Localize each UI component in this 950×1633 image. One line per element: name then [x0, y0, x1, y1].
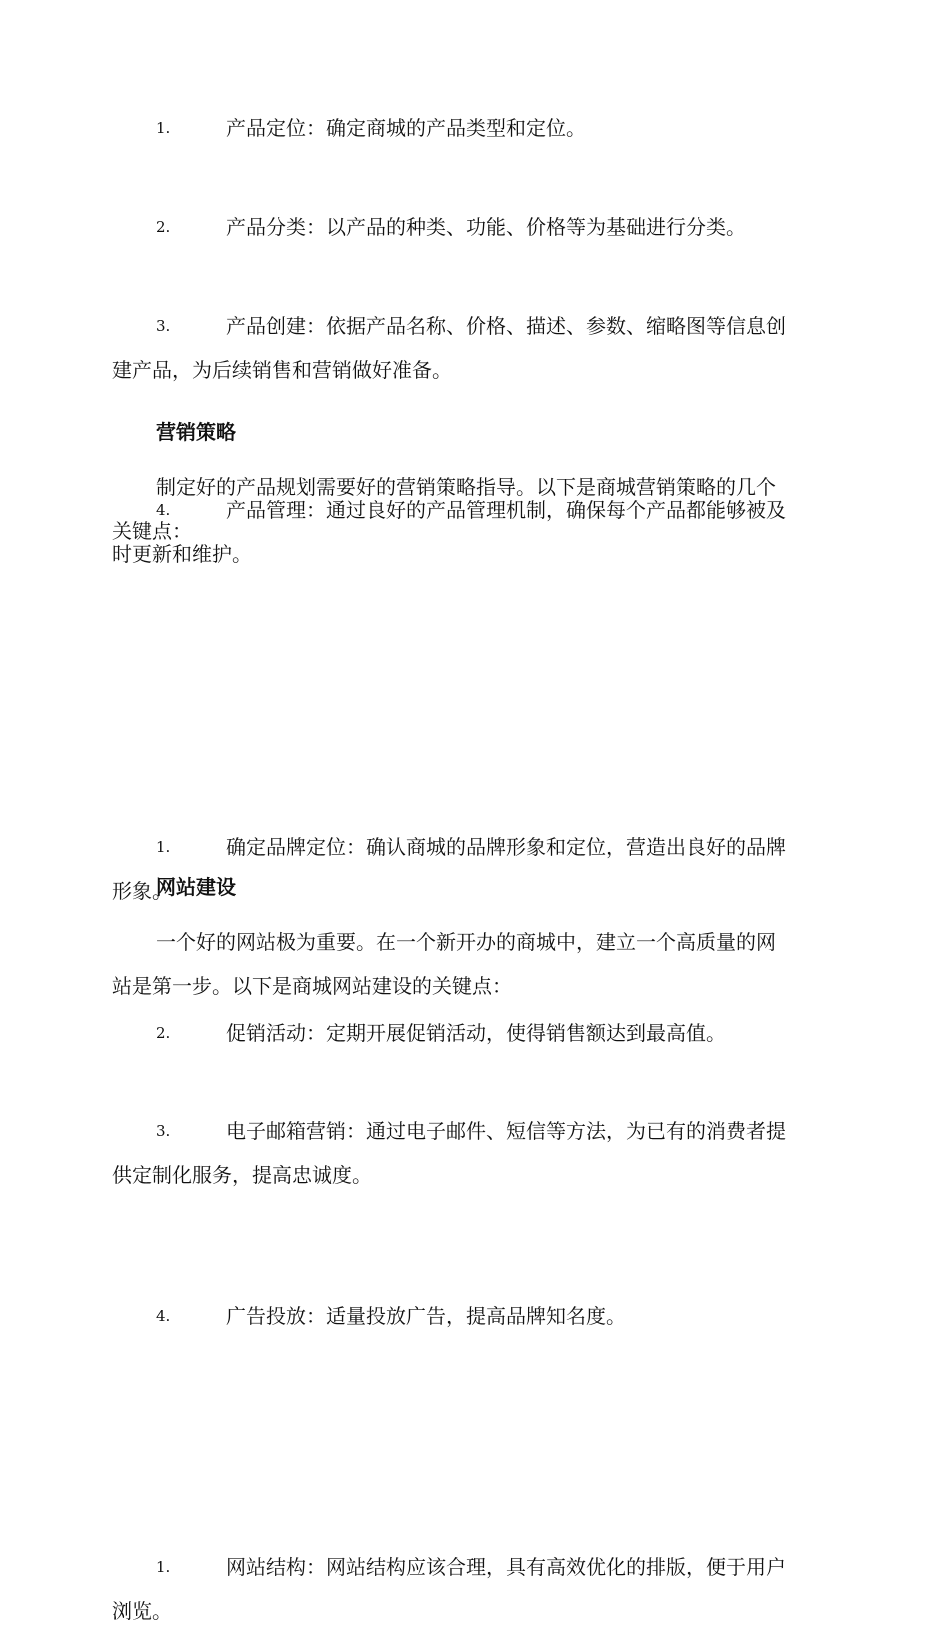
- paragraph-line: 关键点：: [112, 519, 192, 543]
- paragraph-website-intro: [112, 920, 832, 1008]
- list-number: 3.: [156, 1122, 171, 1140]
- list-text: 确定品牌定位：确认商城的品牌形象和定位，营造出良好的品牌: [226, 835, 786, 859]
- list-item: [112, 1294, 832, 1338]
- list-text: 网站结构：网站结构应该合理，具有高效优化的排版，便于用户: [226, 1555, 786, 1579]
- list-number: 3.: [156, 317, 171, 335]
- list-text: 产品定位：确定商城的产品类型和定位。: [226, 116, 586, 140]
- list-text: 广告投放：适量投放广告，提高品牌知名度。: [226, 1304, 626, 1328]
- paragraph-marketing-intro: [112, 465, 832, 553]
- list-item: [112, 1011, 832, 1055]
- list-text-continued: 供定制化服务，提高忠诚度。: [112, 1163, 372, 1187]
- list-number: 2.: [156, 1024, 171, 1042]
- list-number: 1.: [156, 1558, 171, 1576]
- list-text-continued: 时更新和维护。: [112, 542, 252, 566]
- section-heading-marketing: 营销策略: [156, 420, 236, 444]
- list-item: [112, 1545, 832, 1633]
- paragraph-line: 站是第一步。以下是商城网站建设的关键点：: [112, 974, 512, 998]
- list-text: 产品分类：以产品的种类、功能、价格等为基础进行分类。: [226, 215, 746, 239]
- list-text-continued: 形象。: [112, 879, 172, 903]
- list-number: 4.: [156, 501, 171, 519]
- list-number: 1.: [156, 838, 171, 856]
- list-item: [112, 106, 832, 150]
- list-item: [112, 1109, 832, 1197]
- list-text: 产品管理：通过良好的产品管理机制，确保每个产品都能够被及: [226, 498, 786, 522]
- list-text-continued: 浏览。: [112, 1599, 172, 1623]
- paragraph-line: 一个好的网站极为重要。在一个新开办的商城中，建立一个高质量的网: [156, 930, 776, 954]
- paragraph-line: 制定好的产品规划需要好的营销策略指导。以下是商城营销策略的几个: [156, 475, 776, 499]
- section-heading-website: 网站建设: [156, 875, 236, 899]
- list-number: 4.: [156, 1307, 171, 1325]
- list-number: 1.: [156, 119, 171, 137]
- list-text-continued: 建产品，为后续销售和营销做好准备。: [112, 358, 452, 382]
- list-item: [112, 205, 832, 249]
- list-text: 产品创建：依据产品名称、价格、描述、参数、缩略图等信息创: [226, 314, 786, 338]
- list-text: 电子邮箱营销：通过电子邮件、短信等方法，为已有的消费者提: [226, 1119, 786, 1143]
- list-item: [112, 304, 832, 392]
- list-text: 促销活动：定期开展促销活动，使得销售额达到最高值。: [226, 1021, 726, 1045]
- list-number: 2.: [156, 218, 171, 236]
